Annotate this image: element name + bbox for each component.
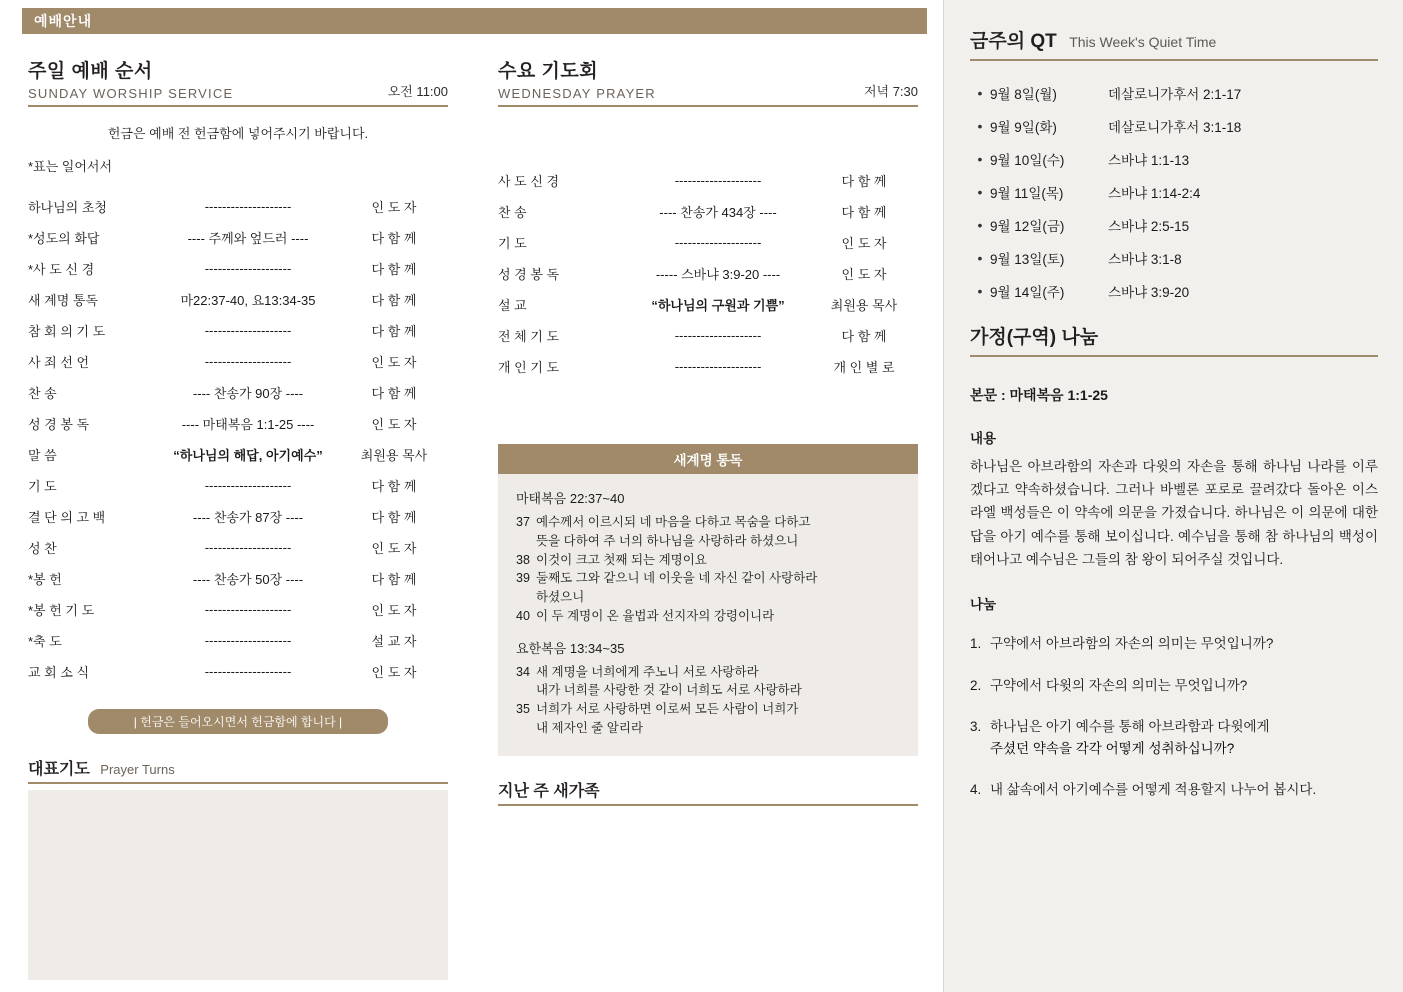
quiet-time-date: 9월 10일(수) xyxy=(990,153,1065,168)
wednesday-service-time: 저녁 7:30 xyxy=(863,84,918,99)
order-row xyxy=(28,625,448,656)
order-item-leader: 다 함 께 xyxy=(371,386,417,401)
order-item-leader: 다 함 께 xyxy=(371,479,417,494)
quiet-time-reference: 스바냐 2:5-15 xyxy=(1108,219,1190,234)
question-number: 1. xyxy=(970,636,982,652)
verse-number: 35 xyxy=(516,702,530,716)
sharing-question xyxy=(970,779,1378,801)
order-item-detail: ---- 찬송가 87장 ---- xyxy=(192,510,304,525)
order-row xyxy=(498,289,918,320)
order-item-detail: ---- 찬송가 50장 ---- xyxy=(192,572,304,587)
scripture-ref-1: 마태복음 22:37~40 xyxy=(516,491,625,506)
quiet-time-date: 9월 12일(금) xyxy=(990,219,1065,234)
order-row xyxy=(498,320,918,351)
new-family-title-ko: 지난 주 새가족 xyxy=(498,782,600,800)
wednesday-header xyxy=(498,56,918,107)
offering-note: 헌금은 예배 전 헌금함에 넣어주시기 바랍니다. xyxy=(107,126,369,141)
order-row xyxy=(28,501,448,532)
order-row xyxy=(28,656,448,687)
offering-pill: | 헌금은 들어오시면서 헌금함에 합니다 | xyxy=(88,709,388,734)
quiet-time-item xyxy=(970,116,1378,136)
order-row xyxy=(498,258,918,289)
verse-number: 34 xyxy=(516,664,530,679)
order-item-detail: -------------------- xyxy=(204,664,292,679)
order-item-leader: 인 도 자 xyxy=(371,541,417,556)
quiet-time-title-en: This Week's Quiet Time xyxy=(1069,34,1217,50)
verse-text: 너희가 서로 사랑하면 이로써 모든 사람이 너희가 xyxy=(536,702,799,716)
quiet-time-block xyxy=(944,26,1403,314)
order-item-leader: 인 도 자 xyxy=(371,355,417,370)
quiet-time-date: 9월 11일(목) xyxy=(990,186,1064,201)
order-item-leader: 인 도 자 xyxy=(371,603,417,618)
order-item-leader: 다 함 께 xyxy=(371,262,417,277)
order-item-detail: -------------------- xyxy=(204,478,292,493)
order-row xyxy=(28,439,448,470)
quiet-time-date: 9월 14일(주) xyxy=(990,285,1065,300)
quiet-time-date: 9월 13일(토) xyxy=(990,252,1065,267)
order-row xyxy=(498,227,918,258)
sharing-content-label: 내용 xyxy=(970,431,997,446)
wednesday-order-table xyxy=(498,165,918,382)
verse-text: 예수께서 이르시되 네 마음을 다하고 목숨을 다하고 xyxy=(536,515,811,529)
quiet-time-item xyxy=(970,248,1378,268)
quiet-time-item xyxy=(970,281,1378,301)
quiet-time-item xyxy=(970,215,1378,235)
sunday-order-table xyxy=(28,191,448,687)
sunday-title-en: SUNDAY WORSHIP SERVICE xyxy=(28,86,234,101)
order-item-detail: -------------------- xyxy=(204,633,292,648)
sharing-content-text: 하나님은 아브라함의 자손과 다윗의 자손을 통해 하나님 나라를 이루겠다고 약속하셨습니다. 그러나 바벨론 포로로 끌려갔다 돌아온 이스라엘 백성들은 이 약속에 의문을 가졌습니다. 하나님은 이 의문에 대한 답을 아기 예수를 통해 보이십니다. 예수님을 통해 참 하나님의 백성이 태어나고 예수님은 그들의 참 왕이 되어주실 것입니다. xyxy=(970,459,1378,567)
family-sharing-block xyxy=(944,322,1403,801)
family-sharing-body xyxy=(944,385,1403,801)
order-row xyxy=(28,470,448,501)
order-item-name: 찬 송 xyxy=(498,205,527,220)
verse-number: 39 xyxy=(516,571,530,586)
question-text: 하나님은 아기 예수를 통해 아브라함과 다윗에게 xyxy=(990,719,1270,735)
quiet-time-item xyxy=(970,83,1378,103)
order-item-name: 기 도 xyxy=(498,236,527,251)
scripture-box-title: 새계명 통독 xyxy=(498,444,918,474)
order-item-name: *사 도 신 경 xyxy=(28,262,95,277)
order-sermon-title: “하나님의 구원과 기쁨” xyxy=(651,298,785,313)
scripture-verse xyxy=(516,551,900,570)
wednesday-title-en: WEDNESDAY PRAYER xyxy=(498,86,656,101)
verse-text-continued: 내 제자인 줄 알리라 xyxy=(536,720,644,735)
order-row xyxy=(28,377,448,408)
bullet-icon: • xyxy=(977,283,983,299)
order-item-name: *성도의 화답 xyxy=(28,231,100,246)
order-item-detail: -------------------- xyxy=(674,235,762,250)
new-family-section xyxy=(498,778,918,806)
order-item-leader: 다 함 께 xyxy=(371,293,417,308)
verse-text-continued: 하셨으니 xyxy=(536,590,585,604)
wednesday-title-ko: 수요 기도회 xyxy=(498,61,599,82)
question-text: 구약에서 아브라함의 자손의 의미는 무엇입니까? xyxy=(990,636,1274,652)
order-item-detail: 마22:37-40, 요13:34-35 xyxy=(180,293,316,308)
bullet-icon: • xyxy=(977,151,983,167)
order-item-name: *봉 헌 xyxy=(28,572,62,587)
order-item-detail: ---- 찬송가 90장 ---- xyxy=(192,386,304,401)
order-item-leader: 인 도 자 xyxy=(371,665,417,680)
order-item-detail: -------------------- xyxy=(674,328,762,343)
order-item-detail: -------------------- xyxy=(204,602,292,617)
order-row xyxy=(28,315,448,346)
sunday-title-ko: 주일 예배 순서 xyxy=(28,61,153,82)
verse-text: 새 계명을 너희에게 주노니 서로 사랑하라 xyxy=(536,664,759,679)
order-item-detail: -------------------- xyxy=(674,173,762,188)
scripture-verse xyxy=(516,513,900,532)
verse-text: 이 두 계명이 온 율법과 선지자의 강령이니라 xyxy=(536,608,775,623)
question-text: 구약에서 다윗의 자손의 의미는 무엇입니까? xyxy=(990,677,1248,693)
order-item-name: 설 교 xyxy=(498,298,527,313)
quiet-time-reference: 스바냐 3:1-8 xyxy=(1108,252,1182,267)
order-item-name: 기 도 xyxy=(28,479,57,494)
scripture-reading-box xyxy=(498,444,918,756)
order-item-detail: -------------------- xyxy=(204,323,292,338)
order-item-name: 성 경 봉 독 xyxy=(498,267,560,282)
sunday-worship-header xyxy=(28,56,448,107)
order-item-leader: 다 함 께 xyxy=(371,324,417,339)
order-item-leader: 설 교 자 xyxy=(371,634,417,649)
sunday-worship-column xyxy=(28,56,448,980)
order-item-leader: 다 함 께 xyxy=(371,510,417,525)
order-row xyxy=(28,191,448,222)
verse-text: 이것이 크고 첫째 되는 계명이요 xyxy=(536,552,707,567)
sharing-question xyxy=(970,675,1378,697)
order-item-detail: -------------------- xyxy=(204,261,292,276)
order-item-leader: 다 함 께 xyxy=(841,205,887,220)
question-number: 2. xyxy=(970,677,982,693)
order-item-name: 전 체 기 도 xyxy=(498,329,560,344)
order-item-name: 교 회 소 식 xyxy=(28,665,90,680)
order-sermon-title: “하나님의 해답, 아기예수” xyxy=(173,448,323,463)
bullet-icon: • xyxy=(977,250,983,266)
order-row xyxy=(28,253,448,284)
order-item-name: 말 씀 xyxy=(28,448,57,463)
bullet-icon: • xyxy=(977,184,983,200)
standing-note: *표는 일어서서 xyxy=(28,159,113,174)
order-item-leader: 최원용 목사 xyxy=(360,448,428,463)
order-item-name: 하나님의 초청 xyxy=(28,200,107,215)
order-item-name: 성 찬 xyxy=(28,541,57,556)
prayer-turns-blank-area xyxy=(28,790,448,980)
verse-number: 40 xyxy=(516,608,530,623)
quiet-time-item xyxy=(970,182,1378,202)
sharing-questions-label: 나눔 xyxy=(970,597,997,613)
order-row xyxy=(28,532,448,563)
order-item-name: 성 경 봉 독 xyxy=(28,417,90,432)
quiet-time-item xyxy=(970,149,1378,169)
order-item-leader: 인 도 자 xyxy=(841,267,887,282)
scripture-ref-2: 요한복음 13:34~35 xyxy=(516,640,625,656)
scripture-box-body xyxy=(498,474,918,756)
scripture-verse xyxy=(516,569,900,588)
section-banner: 예배안내 xyxy=(22,8,927,34)
order-item-leader: 인 도 자 xyxy=(371,417,417,432)
bullet-icon: • xyxy=(977,85,983,101)
verse-text-continued: 내가 너희를 사랑한 것 같이 너희도 서로 사랑하라 xyxy=(536,683,802,698)
order-item-detail: ---- 마태복음 1:1-25 ---- xyxy=(181,417,315,432)
order-item-detail: -------------------- xyxy=(204,354,292,369)
prayer-turns-title-en: Prayer Turns xyxy=(100,762,175,777)
quiet-time-date: 9월 9일(화) xyxy=(990,120,1057,135)
order-item-leader: 인 도 자 xyxy=(371,200,417,215)
order-item-name: *봉 헌 기 도 xyxy=(28,603,95,618)
scripture-verse xyxy=(516,607,900,626)
prayer-turns-header xyxy=(28,756,448,784)
wednesday-column xyxy=(498,56,918,806)
order-row xyxy=(28,222,448,253)
order-item-leader: 다 함 께 xyxy=(371,231,417,246)
family-sharing-header xyxy=(970,322,1378,357)
family-sharing-title-ko: 가정(구역) 나눔 xyxy=(970,327,1099,348)
quiet-time-reference: 데살로니가후서 2:1-17 xyxy=(1108,87,1242,102)
order-item-leader: 다 함 께 xyxy=(841,174,887,189)
sunday-service-time: 오전 11:00 xyxy=(387,84,448,99)
scripture-verse xyxy=(516,663,900,682)
order-row xyxy=(498,196,918,227)
quiet-time-title-ko: 금주의 QT xyxy=(970,31,1057,52)
order-item-detail: -------------------- xyxy=(204,540,292,555)
sharing-question xyxy=(970,716,1378,759)
order-item-name: 사 도 신 경 xyxy=(498,174,560,189)
order-item-detail: ---- 주께와 엎드러 ---- xyxy=(187,231,309,246)
order-row xyxy=(498,351,918,382)
verse-number: 37 xyxy=(516,515,530,529)
new-family-header xyxy=(498,778,918,806)
sharing-question xyxy=(970,633,1378,655)
quiet-time-header xyxy=(970,26,1378,61)
quiet-time-reference: 스바냐 1:1-13 xyxy=(1108,153,1190,168)
order-item-leader: 다 함 께 xyxy=(371,572,417,587)
order-item-name: 결 단 의 고 백 xyxy=(28,510,106,525)
order-item-detail: ----- 스바냐 3:9-20 ---- xyxy=(655,267,781,282)
prayer-turns-section xyxy=(28,756,448,980)
question-text: 내 삶속에서 아기예수를 어떻게 적용할지 나누어 봅시다. xyxy=(990,782,1317,798)
order-item-detail: ---- 찬송가 434장 ---- xyxy=(659,205,777,220)
order-row xyxy=(28,346,448,377)
order-row xyxy=(28,284,448,315)
question-text-continued: 주셨던 약속을 각각 어떻게 성취하십니까? xyxy=(990,740,1235,756)
order-item-name: 찬 송 xyxy=(28,386,57,401)
order-item-name: 개 인 기 도 xyxy=(498,360,560,375)
order-item-name: 새 계명 통독 xyxy=(28,293,99,308)
order-item-name: *축 도 xyxy=(28,634,62,649)
right-pane xyxy=(943,0,1403,992)
order-row xyxy=(28,408,448,439)
quiet-time-date: 9월 8일(월) xyxy=(990,87,1057,102)
order-item-leader: 최원용 목사 xyxy=(830,298,898,313)
quiet-time-reference: 스바냐 1:14-2:4 xyxy=(1108,186,1201,201)
order-item-leader: 다 함 께 xyxy=(841,329,887,344)
quiet-time-list xyxy=(944,83,1403,301)
order-item-name: 참 회 의 기 도 xyxy=(28,324,106,339)
question-number: 3. xyxy=(970,719,982,735)
order-item-leader: 인 도 자 xyxy=(841,236,887,251)
quiet-time-reference: 데살로니가후서 3:1-18 xyxy=(1108,120,1242,135)
question-number: 4. xyxy=(970,782,982,798)
prayer-turns-title-ko: 대표기도 xyxy=(28,761,90,778)
bullet-icon: • xyxy=(977,118,983,134)
order-item-leader: 개 인 별 로 xyxy=(833,360,895,375)
scripture-verse xyxy=(516,700,900,719)
verse-text: 둘째도 그와 같으니 네 이웃을 네 자신 같이 사랑하라 xyxy=(536,571,818,586)
order-row xyxy=(498,165,918,196)
sharing-passage: 본문 : 마태복음 1:1-25 xyxy=(970,387,1108,403)
order-item-detail: -------------------- xyxy=(204,199,292,214)
order-item-name: 사 죄 선 언 xyxy=(28,355,90,370)
verse-number: 38 xyxy=(516,552,530,567)
quiet-time-reference: 스바냐 3:9-20 xyxy=(1108,285,1190,300)
bullet-icon: • xyxy=(977,217,983,233)
verse-text-continued: 뜻을 다하여 주 너의 하나님을 사랑하라 하셨으니 xyxy=(536,533,799,548)
order-row xyxy=(28,563,448,594)
order-row xyxy=(28,594,448,625)
order-item-detail: -------------------- xyxy=(674,359,762,374)
